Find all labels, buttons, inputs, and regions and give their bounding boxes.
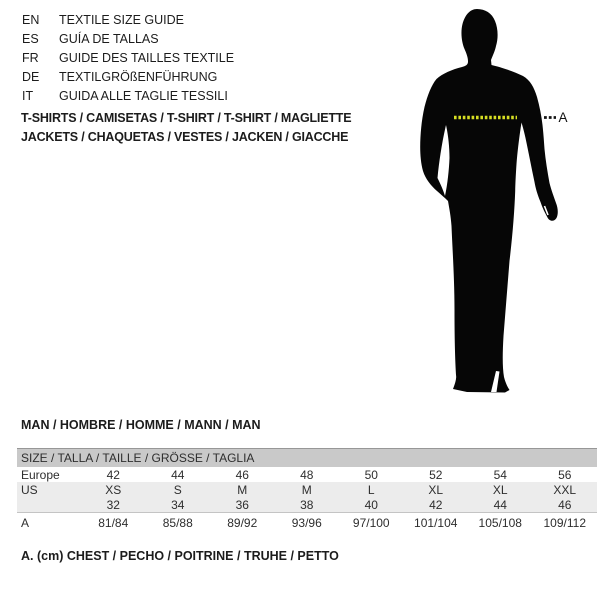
language-code: FR: [22, 51, 39, 65]
size-cell: 44: [468, 497, 533, 513]
size-cell: 54: [493, 467, 507, 482]
language-code: EN: [22, 13, 40, 27]
language-label: TEXTILGRÖßENFÜHRUNG: [59, 70, 218, 84]
size-cell: M: [210, 482, 275, 497]
size-cell: XL: [468, 482, 533, 497]
size-cell: 101/104: [414, 516, 458, 530]
row-label: A: [21, 516, 30, 530]
language-code: ES: [22, 32, 39, 46]
size-cell: 36: [210, 497, 275, 513]
category-line-jackets: JACKETS / CHAQUETAS / VESTES / JACKEN / GIACCHE: [21, 130, 349, 144]
row-label: Europe: [21, 467, 60, 482]
row-label: [17, 497, 81, 513]
size-cell: XXL: [533, 482, 598, 497]
size-cell: XL: [404, 482, 469, 497]
size-cell: 97/100: [352, 516, 390, 530]
row-label: US: [17, 482, 81, 497]
table-row-us: [17, 482, 597, 497]
size-cell: XS: [81, 482, 146, 497]
size-cell: 46: [533, 497, 598, 513]
man-silhouette: [420, 9, 558, 393]
measure-label-a: A: [558, 110, 568, 125]
garment-categories: [21, 109, 351, 147]
language-label: GUIDA ALLE TAGLIE TESSILI: [59, 89, 228, 103]
measure-footnote: A. (cm) CHEST / PECHO / POITRINE / TRUHE / PETTO: [21, 549, 339, 563]
size-cell: 85/88: [162, 516, 193, 530]
size-cell: 34: [146, 497, 211, 513]
language-row-it: [22, 87, 234, 106]
language-list: [22, 11, 234, 106]
language-label: GUÍA DE TALLAS: [59, 32, 159, 46]
size-cell: 44: [171, 467, 185, 482]
size-cell: 42: [404, 497, 469, 513]
language-label: TEXTILE SIZE GUIDE: [59, 13, 185, 27]
size-cell: 38: [275, 497, 340, 513]
size-cell: 109/112: [543, 516, 586, 530]
size-cell: 48: [300, 467, 314, 482]
size-cell: 52: [429, 467, 443, 482]
size-cell: 50: [364, 467, 378, 482]
size-cell: S: [146, 482, 211, 497]
man-figure: [395, 0, 600, 400]
category-line-tshirts: T-SHIRTS / CAMISETAS / T-SHIRT / T-SHIRT / MAGLIETTE: [21, 111, 352, 125]
language-code: DE: [22, 70, 40, 84]
table-row-europe: [17, 467, 597, 482]
size-cell: 42: [106, 467, 120, 482]
size-cell: 32: [81, 497, 146, 513]
size-cell: 105/108: [478, 516, 522, 530]
language-row-de: [22, 68, 234, 87]
size-cell: 46: [235, 467, 249, 482]
language-code: IT: [22, 89, 34, 103]
section-title-man: MAN / HOMBRE / HOMME / MANN / MAN: [21, 418, 261, 432]
size-cell: 81/84: [98, 516, 129, 530]
language-label: GUIDE DES TAILLES TEXTILE: [59, 51, 235, 65]
size-cell: L: [339, 482, 404, 497]
language-row-en: [22, 11, 234, 30]
language-row-es: [22, 30, 234, 49]
language-row-fr: [22, 49, 234, 68]
size-cell: 93/96: [291, 516, 322, 530]
man-silhouette-svg: [395, 0, 600, 400]
size-cell: 40: [339, 497, 404, 513]
size-cell: 56: [558, 467, 572, 482]
table-row-numeric: [17, 497, 597, 513]
size-table-header: SIZE / TALLA / TAILLE / GRÖSSE / TAGLIA: [17, 449, 597, 468]
size-table-header-row: [17, 449, 597, 468]
table-row-chest-measure: [17, 513, 597, 534]
size-table: [17, 448, 597, 533]
size-cell: M: [275, 482, 340, 497]
size-cell: 89/92: [227, 516, 258, 530]
